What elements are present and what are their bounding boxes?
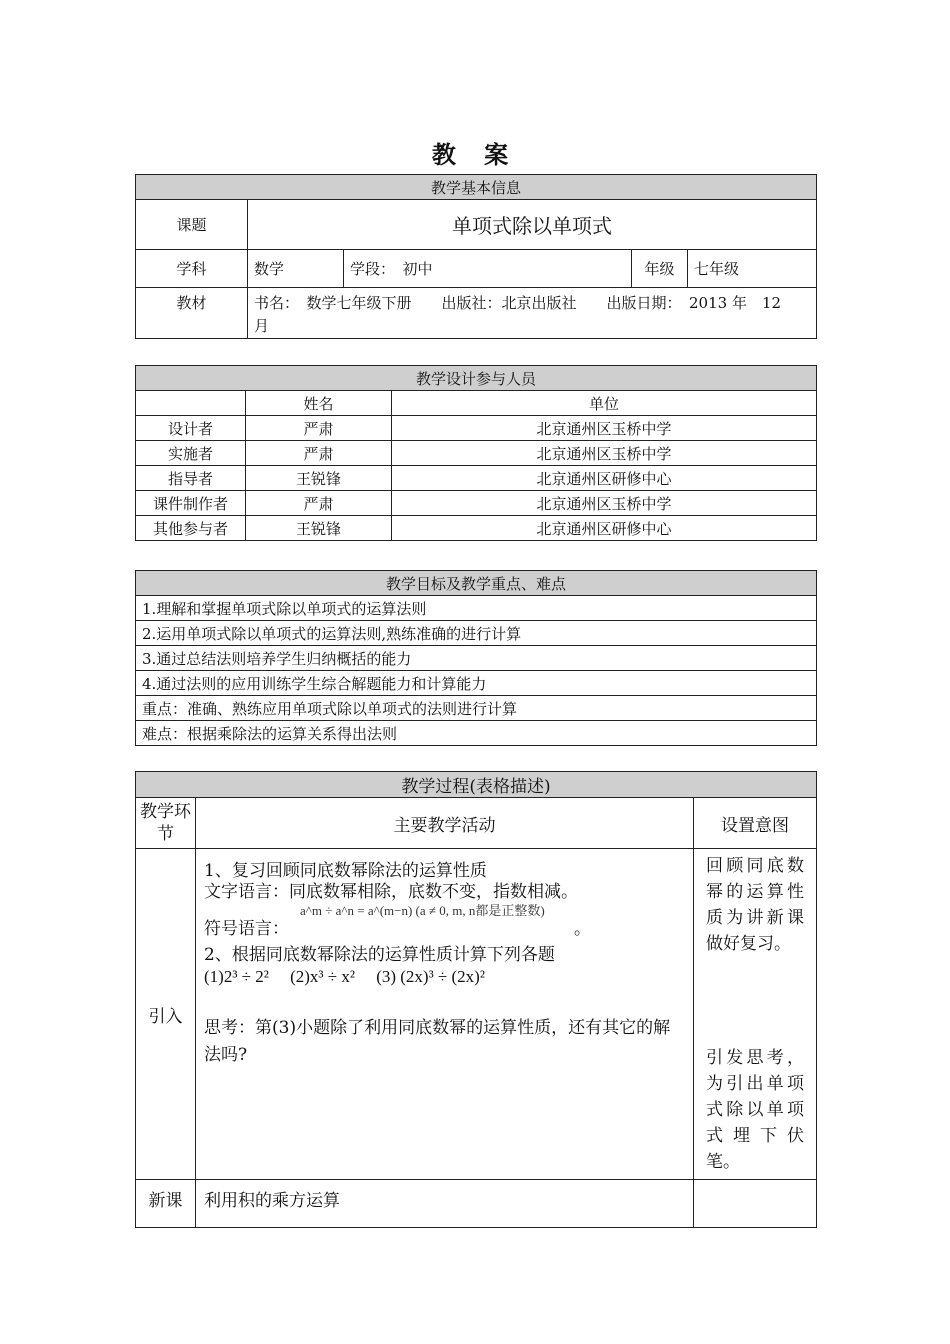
subject-label: 学科 bbox=[136, 250, 248, 288]
intro-purpose bbox=[694, 849, 817, 1180]
staff-role: 实施者 bbox=[136, 441, 246, 466]
new-purpose bbox=[694, 1180, 817, 1228]
staff-unit: 北京通州区玉桥中学 bbox=[392, 491, 817, 516]
stage-label: 学段： 初中 bbox=[344, 250, 632, 288]
staff-header: 教学设计参与人员 bbox=[136, 366, 817, 391]
goal-item: 2.运用单项式除以单项式的运算法则,熟练准确的进行计算 bbox=[136, 621, 817, 646]
staff-name: 严肃 bbox=[246, 416, 392, 441]
textbook-label: 教材 bbox=[136, 288, 248, 339]
doc-title: 教 案 bbox=[431, 140, 519, 169]
intro-line-1: 1、复习回顾同底数幂除法的运算性质 bbox=[204, 861, 487, 881]
col-purpose: 设置意图 bbox=[694, 798, 817, 849]
staff-unit: 北京通州区玉桥中学 bbox=[392, 416, 817, 441]
staff-col-name: 姓名 bbox=[246, 391, 392, 416]
col-stage: 教学环节 bbox=[136, 798, 196, 849]
exercises: (1)2³ ÷ 2² (2)x³ ÷ x² (3) (2x)³ ÷ (2x)² bbox=[204, 967, 485, 986]
staff-unit: 北京通州区研修中心 bbox=[392, 466, 817, 491]
intro-line-3: 2、根据同底数幂除法的运算性质计算下列各题 bbox=[204, 945, 555, 965]
staff-role: 设计者 bbox=[136, 416, 246, 441]
staff-role: 课件制作者 bbox=[136, 491, 246, 516]
subject-value: 数学 bbox=[248, 250, 344, 288]
difficult-point: 难点：根据乘除法的运算关系得出法则 bbox=[136, 721, 817, 746]
basic-info-table bbox=[135, 174, 817, 339]
table-row bbox=[136, 466, 817, 491]
table-row bbox=[136, 491, 817, 516]
think-question: 思考：第(3)小题除了利用同底数幂的运算性质，还有其它的解法吗? bbox=[204, 1018, 671, 1065]
key-point: 重点：准确、熟练应用单项式除以单项式的法则进行计算 bbox=[136, 696, 817, 721]
goal-item: 1.理解和掌握单项式除以单项式的运算法则 bbox=[136, 596, 817, 621]
grade-value: 七年级 bbox=[688, 250, 817, 288]
topic-label: 课题 bbox=[136, 200, 248, 250]
staff-role: 指导者 bbox=[136, 466, 246, 491]
textbook-line-2: 月 bbox=[254, 317, 270, 335]
table-row bbox=[136, 416, 817, 441]
staff-unit: 北京通州区研修中心 bbox=[392, 516, 817, 541]
process-table bbox=[135, 771, 817, 1228]
intro-line-2: 文字语言：同底数幂相除，底数不变，指数相减。 bbox=[204, 882, 578, 902]
purpose-review: 回顾同底数幂的运算性质为讲新课做好复习。 bbox=[706, 856, 805, 954]
division-formula bbox=[300, 900, 545, 921]
textbook-info bbox=[248, 288, 817, 339]
staff-name: 王锐锋 bbox=[246, 466, 392, 491]
formula-text: a^m ÷ a^n = a^(m−n) (a ≠ 0, m, n都是正整数) bbox=[300, 903, 545, 918]
symbol-label: 符号语言： bbox=[204, 919, 289, 939]
staff-unit: 北京通州区玉桥中学 bbox=[392, 441, 817, 466]
goals-table bbox=[135, 570, 817, 746]
staff-table bbox=[135, 365, 817, 541]
table-row bbox=[136, 516, 817, 541]
new-activity: 利用积的乘方运算 bbox=[196, 1180, 694, 1228]
symbol-end: 。 bbox=[574, 919, 591, 939]
staff-name: 严肃 bbox=[246, 441, 392, 466]
col-activity: 主要教学活动 bbox=[196, 798, 694, 849]
process-header: 教学过程(表格描述) bbox=[136, 772, 817, 798]
topic-value: 单项式除以单项式 bbox=[248, 200, 817, 250]
intro-activity bbox=[196, 849, 694, 1180]
goals-header: 教学目标及教学重点、难点 bbox=[136, 571, 817, 596]
textbook-line-1: 书名： 数学七年级下册 出版社：北京出版社 出版日期： 2013 年 12 bbox=[254, 294, 782, 312]
intro-stage: 引入 bbox=[136, 849, 196, 1180]
staff-corner bbox=[136, 391, 246, 416]
new-stage: 新课 bbox=[136, 1180, 196, 1228]
basic-info-header: 教学基本信息 bbox=[136, 175, 817, 200]
grade-label: 年级 bbox=[632, 250, 688, 288]
staff-name: 王锐锋 bbox=[246, 516, 392, 541]
symbol-language bbox=[204, 905, 685, 941]
goal-item: 3.通过总结法则培养学生归纳概括的能力 bbox=[136, 646, 817, 671]
staff-col-unit: 单位 bbox=[392, 391, 817, 416]
table-row bbox=[136, 441, 817, 466]
staff-name: 严肃 bbox=[246, 491, 392, 516]
goal-item: 4.通过法则的应用训练学生综合解题能力和计算能力 bbox=[136, 671, 817, 696]
purpose-think: 引发思考，为引出单项式除以单项式埋下伏笔。 bbox=[706, 1048, 805, 1172]
staff-role: 其他参与者 bbox=[136, 516, 246, 541]
